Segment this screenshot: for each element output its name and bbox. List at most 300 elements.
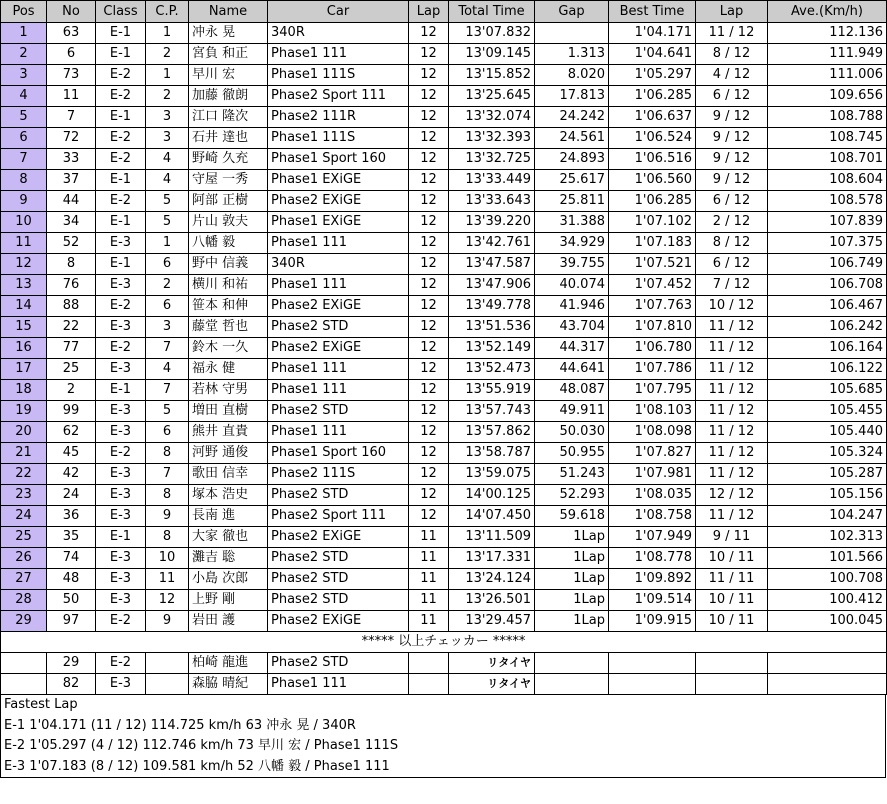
- cell-class-position: 6: [146, 296, 189, 317]
- cell-car-number: 63: [47, 23, 96, 44]
- cell-best-lap: 11 / 11: [696, 569, 768, 590]
- cell-pos: 21: [1, 443, 47, 464]
- cell-car-model: Phase1 111: [268, 359, 409, 380]
- cell-driver-name: 冲永 晃: [189, 23, 268, 44]
- cell-average-speed: 108.604: [768, 170, 887, 191]
- cell-gap: 59.618: [535, 506, 609, 527]
- cell-total-time: 13'33.643: [449, 191, 535, 212]
- cell-driver-name: 守屋 一秀: [189, 170, 268, 191]
- cell-driver-name: 河野 通俊: [189, 443, 268, 464]
- header-cp: C.P.: [146, 1, 189, 23]
- cell-laps: 12: [409, 422, 449, 443]
- cell-average-speed: 100.045: [768, 611, 887, 632]
- cell-class: E-2: [96, 296, 146, 317]
- cell-total-time: 13'51.536: [449, 317, 535, 338]
- cell-gap: 25.811: [535, 191, 609, 212]
- cell-car-model: Phase1 111: [268, 380, 409, 401]
- cell-laps: 12: [409, 338, 449, 359]
- cell-pos: 27: [1, 569, 47, 590]
- cell-driver-name: 歌田 信幸: [189, 464, 268, 485]
- cell-car-model: 340R: [268, 254, 409, 275]
- cell-average-speed: 108.745: [768, 128, 887, 149]
- table-row: [1, 65, 887, 86]
- cell-best-time: 1'08.098: [609, 422, 696, 443]
- cell-total-time: 13'52.149: [449, 338, 535, 359]
- cell-driver-name: 阿部 正樹: [189, 191, 268, 212]
- cell-best-lap: 11 / 12: [696, 380, 768, 401]
- fastest-lap-e3: E-3 1'07.183 (8 / 12) 109.581 km/h 52 八幡 毅 / Phase1 111: [4, 758, 390, 774]
- cell-class: E-3: [96, 590, 146, 611]
- cell-laps: 12: [409, 86, 449, 107]
- cell-car-number: 7: [47, 107, 96, 128]
- table-row: [1, 317, 887, 338]
- cell-best-time: 1'07.786: [609, 359, 696, 380]
- cell-class-position: [146, 674, 189, 695]
- cell-gap: 1Lap: [535, 590, 609, 611]
- cell-average-speed: 108.578: [768, 191, 887, 212]
- cell-best-lap: 7 / 12: [696, 275, 768, 296]
- cell-car-number: 50: [47, 590, 96, 611]
- cell-pos: 7: [1, 149, 47, 170]
- cell-class-position: 5: [146, 401, 189, 422]
- cell-car-model: Phase2 EXiGE: [268, 611, 409, 632]
- cell-class: E-3: [96, 422, 146, 443]
- cell-best-time: [609, 653, 696, 674]
- cell-laps: 12: [409, 464, 449, 485]
- cell-average-speed: 112.136: [768, 23, 887, 44]
- cell-best-time: 1'06.524: [609, 128, 696, 149]
- cell-pos: 11: [1, 233, 47, 254]
- cell-car-model: Phase1 111S: [268, 65, 409, 86]
- cell-laps: 12: [409, 191, 449, 212]
- cell-average-speed: 111.006: [768, 65, 887, 86]
- table-row: [1, 422, 887, 443]
- cell-laps: 11: [409, 548, 449, 569]
- cell-total-time: 13'26.501: [449, 590, 535, 611]
- cell-pos: 9: [1, 191, 47, 212]
- cell-driver-name: 鈴木 一久: [189, 338, 268, 359]
- cell-total-time: 13'42.761: [449, 233, 535, 254]
- cell-gap: 39.755: [535, 254, 609, 275]
- cell-class-position: 11: [146, 569, 189, 590]
- cell-class: E-1: [96, 170, 146, 191]
- checker-line: ***** 以上チェッカー *****: [1, 632, 887, 653]
- cell-best-lap: 9 / 12: [696, 149, 768, 170]
- cell-laps: [409, 674, 449, 695]
- header-no: No: [47, 1, 96, 23]
- cell-total-time: 13'07.832: [449, 23, 535, 44]
- cell-best-time: 1'06.285: [609, 191, 696, 212]
- cell-best-time: 1'07.827: [609, 443, 696, 464]
- cell-laps: 12: [409, 44, 449, 65]
- cell-laps: 11: [409, 569, 449, 590]
- cell-laps: 12: [409, 485, 449, 506]
- cell-best-lap: 11 / 12: [696, 359, 768, 380]
- cell-class-position: 1: [146, 23, 189, 44]
- cell-car-number: 25: [47, 359, 96, 380]
- cell-car-number: 2: [47, 380, 96, 401]
- cell-best-lap: 9 / 12: [696, 170, 768, 191]
- cell-gap: 43.704: [535, 317, 609, 338]
- cell-driver-name: 藤堂 哲也: [189, 317, 268, 338]
- cell-best-time: 1'07.521: [609, 254, 696, 275]
- cell-laps: 12: [409, 254, 449, 275]
- cell-best-time: 1'09.915: [609, 611, 696, 632]
- cell-car-model: 340R: [268, 23, 409, 44]
- cell-best-time: 1'07.810: [609, 317, 696, 338]
- cell-pos: 1: [1, 23, 47, 44]
- cell-total-time: 13'09.145: [449, 44, 535, 65]
- cell-class-position: 8: [146, 443, 189, 464]
- cell-driver-name: 横川 和祐: [189, 275, 268, 296]
- cell-gap: 34.929: [535, 233, 609, 254]
- table-row: [1, 569, 887, 590]
- cell-average-speed: [768, 653, 887, 674]
- cell-laps: 12: [409, 23, 449, 44]
- cell-best-lap: 12 / 12: [696, 485, 768, 506]
- cell-gap: 17.813: [535, 86, 609, 107]
- retired-row: [1, 653, 887, 674]
- cell-average-speed: 105.455: [768, 401, 887, 422]
- cell-pos: 19: [1, 401, 47, 422]
- table-row: [1, 23, 887, 44]
- cell-best-lap: 11 / 12: [696, 422, 768, 443]
- cell-class-position: 8: [146, 527, 189, 548]
- cell-best-lap: 10 / 11: [696, 590, 768, 611]
- cell-best-time: 1'06.637: [609, 107, 696, 128]
- cell-pos: 10: [1, 212, 47, 233]
- cell-laps: 12: [409, 401, 449, 422]
- cell-car-model: Phase2 STD: [268, 317, 409, 338]
- cell-class-position: 3: [146, 107, 189, 128]
- table-row: [1, 338, 887, 359]
- cell-best-time: 1'07.183: [609, 233, 696, 254]
- cell-class: E-2: [96, 338, 146, 359]
- cell-best-lap: 10 / 12: [696, 296, 768, 317]
- cell-class-position: 1: [146, 233, 189, 254]
- cell-class-position: 3: [146, 317, 189, 338]
- cell-car-model: Phase2 EXiGE: [268, 191, 409, 212]
- cell-driver-name: 福永 健: [189, 359, 268, 380]
- cell-class-position: 7: [146, 380, 189, 401]
- cell-car-model: Phase1 111: [268, 275, 409, 296]
- cell-gap: 49.911: [535, 401, 609, 422]
- cell-pos: 12: [1, 254, 47, 275]
- cell-best-lap: [696, 653, 768, 674]
- cell-gap: [535, 653, 609, 674]
- cell-total-time: 13'25.645: [449, 86, 535, 107]
- cell-pos: 23: [1, 485, 47, 506]
- cell-total-time: 13'32.393: [449, 128, 535, 149]
- header-row: [1, 1, 887, 23]
- cell-average-speed: 107.375: [768, 233, 887, 254]
- cell-gap: 24.242: [535, 107, 609, 128]
- cell-total-time: 13'55.919: [449, 380, 535, 401]
- table-row: [1, 44, 887, 65]
- cell-class: E-2: [96, 149, 146, 170]
- cell-car-model: Phase2 STD: [268, 569, 409, 590]
- cell-average-speed: 100.708: [768, 569, 887, 590]
- cell-car-number: 42: [47, 464, 96, 485]
- cell-driver-name: 上野 剛: [189, 590, 268, 611]
- cell-driver-name: 塚本 浩史: [189, 485, 268, 506]
- table-row: [1, 107, 887, 128]
- cell-laps: 11: [409, 611, 449, 632]
- cell-laps: 12: [409, 359, 449, 380]
- header-lap: Lap: [409, 1, 449, 23]
- cell-best-time: 1'08.778: [609, 548, 696, 569]
- cell-best-time: 1'06.560: [609, 170, 696, 191]
- fastest-lap-section: [0, 695, 886, 778]
- cell-best-time: [609, 674, 696, 695]
- table-row: [1, 191, 887, 212]
- cell-car-number: 34: [47, 212, 96, 233]
- cell-gap: 51.243: [535, 464, 609, 485]
- cell-laps: [409, 653, 449, 674]
- cell-gap: 41.946: [535, 296, 609, 317]
- cell-gap: 24.561: [535, 128, 609, 149]
- cell-car-model: Phase2 STD: [268, 590, 409, 611]
- cell-driver-name: 森脇 晴紀: [189, 674, 268, 695]
- cell-car-number: 45: [47, 443, 96, 464]
- cell-total-time: リタイヤ: [449, 653, 535, 674]
- cell-best-time: 1'07.763: [609, 296, 696, 317]
- cell-class: E-3: [96, 506, 146, 527]
- cell-best-time: 1'07.795: [609, 380, 696, 401]
- header-pos: Pos: [1, 1, 47, 23]
- cell-pos: 15: [1, 317, 47, 338]
- cell-car-number: 74: [47, 548, 96, 569]
- cell-class: E-3: [96, 233, 146, 254]
- cell-class-position: 7: [146, 338, 189, 359]
- cell-best-lap: 11 / 12: [696, 317, 768, 338]
- cell-class-position: 10: [146, 548, 189, 569]
- cell-best-lap: 6 / 12: [696, 191, 768, 212]
- retired-body: [1, 653, 887, 695]
- cell-gap: 1Lap: [535, 548, 609, 569]
- cell-class-position: 9: [146, 611, 189, 632]
- cell-average-speed: 106.122: [768, 359, 887, 380]
- cell-car-number: 72: [47, 128, 96, 149]
- cell-best-time: 1'08.035: [609, 485, 696, 506]
- cell-car-model: Phase1 EXiGE: [268, 212, 409, 233]
- cell-total-time: 13'57.862: [449, 422, 535, 443]
- cell-car-model: Phase2 STD: [268, 485, 409, 506]
- cell-gap: 40.074: [535, 275, 609, 296]
- cell-car-model: Phase1 111: [268, 44, 409, 65]
- cell-best-lap: 11 / 12: [696, 443, 768, 464]
- table-row: [1, 611, 887, 632]
- cell-class: E-2: [96, 611, 146, 632]
- cell-class-position: 3: [146, 128, 189, 149]
- cell-car-model: Phase2 STD: [268, 401, 409, 422]
- cell-class-position: 8: [146, 485, 189, 506]
- cell-average-speed: 108.701: [768, 149, 887, 170]
- cell-total-time: 13'39.220: [449, 212, 535, 233]
- cell-total-time: リタイヤ: [449, 674, 535, 695]
- cell-gap: 8.020: [535, 65, 609, 86]
- cell-total-time: 13'32.074: [449, 107, 535, 128]
- cell-class: E-3: [96, 548, 146, 569]
- cell-pos: 24: [1, 506, 47, 527]
- cell-pos: 18: [1, 380, 47, 401]
- cell-car-model: Phase1 111: [268, 422, 409, 443]
- cell-driver-name: 早川 宏: [189, 65, 268, 86]
- cell-best-time: 1'08.103: [609, 401, 696, 422]
- cell-driver-name: 石井 達也: [189, 128, 268, 149]
- cell-best-time: 1'08.758: [609, 506, 696, 527]
- cell-average-speed: 106.164: [768, 338, 887, 359]
- cell-laps: 12: [409, 443, 449, 464]
- table-row: [1, 527, 887, 548]
- cell-pos: 13: [1, 275, 47, 296]
- cell-class-position: 6: [146, 254, 189, 275]
- cell-driver-name: 大家 徹也: [189, 527, 268, 548]
- cell-laps: 12: [409, 107, 449, 128]
- cell-class-position: 4: [146, 149, 189, 170]
- cell-average-speed: 101.566: [768, 548, 887, 569]
- cell-average-speed: 107.839: [768, 212, 887, 233]
- results-body: [1, 23, 887, 632]
- cell-class-position: 2: [146, 44, 189, 65]
- table-row: [1, 254, 887, 275]
- cell-class: E-2: [96, 86, 146, 107]
- cell-car-number: 22: [47, 317, 96, 338]
- cell-gap: 44.317: [535, 338, 609, 359]
- cell-average-speed: 100.412: [768, 590, 887, 611]
- cell-car-model: Phase1 111S: [268, 128, 409, 149]
- cell-average-speed: 106.749: [768, 254, 887, 275]
- cell-pos: 22: [1, 464, 47, 485]
- cell-gap: 25.617: [535, 170, 609, 191]
- cell-best-lap: 11 / 12: [696, 506, 768, 527]
- cell-gap: [535, 674, 609, 695]
- table-row: [1, 128, 887, 149]
- cell-total-time: 13'33.449: [449, 170, 535, 191]
- cell-class-position: [146, 653, 189, 674]
- cell-average-speed: 108.788: [768, 107, 887, 128]
- cell-driver-name: 片山 敦夫: [189, 212, 268, 233]
- cell-total-time: 13'59.075: [449, 464, 535, 485]
- cell-class: E-3: [96, 674, 146, 695]
- cell-best-lap: [696, 674, 768, 695]
- cell-total-time: 14'07.450: [449, 506, 535, 527]
- header-best-lap: Lap: [696, 1, 768, 23]
- cell-class: E-2: [96, 128, 146, 149]
- cell-laps: 12: [409, 317, 449, 338]
- cell-class-position: 7: [146, 464, 189, 485]
- cell-class-position: 12: [146, 590, 189, 611]
- cell-car-model: Phase2 Sport 111: [268, 506, 409, 527]
- cell-total-time: 13'47.587: [449, 254, 535, 275]
- cell-average-speed: 105.156: [768, 485, 887, 506]
- cell-class: E-1: [96, 23, 146, 44]
- cell-best-lap: 11 / 12: [696, 401, 768, 422]
- cell-class: E-2: [96, 443, 146, 464]
- cell-gap: 1Lap: [535, 569, 609, 590]
- cell-best-time: 1'06.285: [609, 86, 696, 107]
- cell-car-model: Phase2 STD: [268, 653, 409, 674]
- cell-pos: 16: [1, 338, 47, 359]
- cell-best-lap: 10 / 11: [696, 548, 768, 569]
- cell-car-model: Phase2 111S: [268, 464, 409, 485]
- cell-best-time: 1'07.452: [609, 275, 696, 296]
- cell-driver-name: 八幡 毅: [189, 233, 268, 254]
- checker-row: [1, 632, 887, 653]
- cell-average-speed: 106.467: [768, 296, 887, 317]
- cell-gap: 1.313: [535, 44, 609, 65]
- cell-pos: 2: [1, 44, 47, 65]
- table-row: [1, 233, 887, 254]
- fastest-lap-title: Fastest Lap: [4, 697, 78, 712]
- cell-class-position: 5: [146, 191, 189, 212]
- table-row: [1, 464, 887, 485]
- cell-laps: 12: [409, 380, 449, 401]
- fastest-lap-e2: E-2 1'05.297 (4 / 12) 112.746 km/h 73 早川 宏 / Phase1 111S: [4, 738, 399, 754]
- cell-total-time: 14'00.125: [449, 485, 535, 506]
- cell-class: E-3: [96, 275, 146, 296]
- cell-driver-name: 江口 隆次: [189, 107, 268, 128]
- cell-class-position: 5: [146, 212, 189, 233]
- header-best-time: Best Time: [609, 1, 696, 23]
- cell-driver-name: 柏崎 龍進: [189, 653, 268, 674]
- cell-laps: 12: [409, 170, 449, 191]
- cell-average-speed: 105.324: [768, 443, 887, 464]
- cell-gap: 31.388: [535, 212, 609, 233]
- cell-average-speed: 109.656: [768, 86, 887, 107]
- header-name: Name: [189, 1, 268, 23]
- cell-gap: 52.293: [535, 485, 609, 506]
- cell-car-number: 82: [47, 674, 96, 695]
- cell-class: E-1: [96, 107, 146, 128]
- cell-pos: 6: [1, 128, 47, 149]
- cell-class: E-3: [96, 317, 146, 338]
- cell-best-time: 1'04.641: [609, 44, 696, 65]
- cell-pos: [1, 674, 47, 695]
- cell-class-position: 4: [146, 170, 189, 191]
- cell-car-model: Phase1 111: [268, 674, 409, 695]
- cell-driver-name: 長南 進: [189, 506, 268, 527]
- cell-class-position: 4: [146, 359, 189, 380]
- cell-class-position: 9: [146, 506, 189, 527]
- table-row: [1, 212, 887, 233]
- cell-car-model: Phase1 Sport 160: [268, 149, 409, 170]
- cell-car-number: 11: [47, 86, 96, 107]
- table-row: [1, 380, 887, 401]
- cell-class: E-2: [96, 653, 146, 674]
- cell-best-lap: 6 / 12: [696, 254, 768, 275]
- table-row: [1, 485, 887, 506]
- cell-car-number: 52: [47, 233, 96, 254]
- cell-best-lap: 9 / 11: [696, 527, 768, 548]
- cell-average-speed: 102.313: [768, 527, 887, 548]
- cell-pos: 26: [1, 548, 47, 569]
- cell-total-time: 13'11.509: [449, 527, 535, 548]
- cell-car-number: 76: [47, 275, 96, 296]
- cell-best-time: 1'07.949: [609, 527, 696, 548]
- cell-driver-name: 灘吉 聡: [189, 548, 268, 569]
- cell-laps: 12: [409, 149, 449, 170]
- cell-pos: 20: [1, 422, 47, 443]
- cell-car-model: Phase2 STD: [268, 548, 409, 569]
- cell-car-number: 6: [47, 44, 96, 65]
- fastest-lap-e1: E-1 1'04.171 (11 / 12) 114.725 km/h 63 冲永 晃 / 340R: [4, 717, 356, 733]
- cell-best-time: 1'04.171: [609, 23, 696, 44]
- cell-class: E-2: [96, 191, 146, 212]
- cell-pos: 8: [1, 170, 47, 191]
- cell-class: E-1: [96, 254, 146, 275]
- cell-car-model: Phase2 EXiGE: [268, 338, 409, 359]
